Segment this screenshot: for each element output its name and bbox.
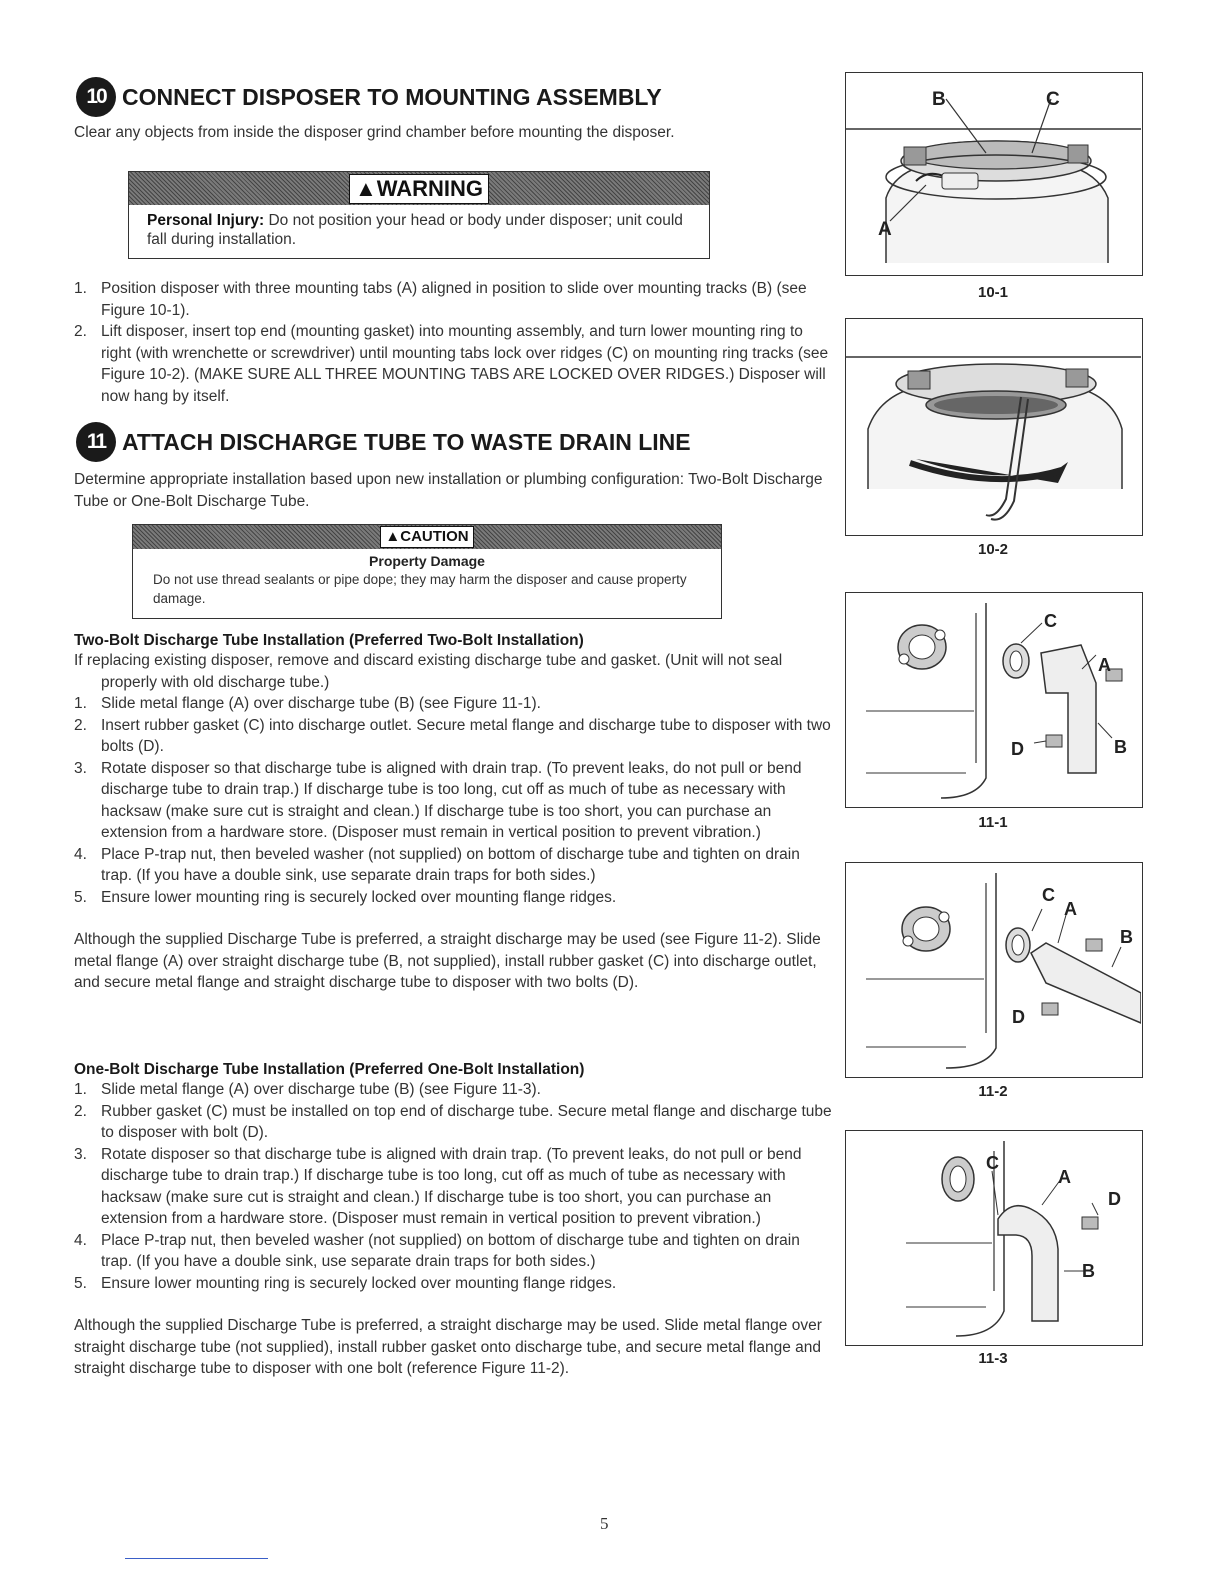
list-item: 2. Insert rubber gasket (C) into discharge outlet. Secure metal flange and discharge tube to disposer with two bolts (D). <box>74 716 831 755</box>
list-item: 1. Position disposer with three mounting tabs (A) aligned in position to slide over mounting tracks (B) (see Figure 10-1). <box>74 280 807 319</box>
list-item: 5. Ensure lower mounting ring is securely locked over mounting flange ridges. <box>74 1274 617 1292</box>
caution-box <box>132 524 722 619</box>
figure-11-1 <box>845 592 1143 808</box>
subsection-intro: If replacing existing disposer, remove and discard existing discharge tube and gasket. (Unit will not seal properly with old discharge tube.) <box>74 652 783 691</box>
warning-box <box>128 171 710 259</box>
list-item: 5. Ensure lower mounting ring is securely locked over mounting flange ridges. <box>74 888 617 906</box>
caution-title: Property Damage <box>369 553 485 569</box>
figure-10-2-illustration <box>846 319 1141 534</box>
figure-label: C <box>1046 89 1060 110</box>
figure-caption: 11-1 <box>978 814 1008 831</box>
figure-label: A <box>1058 1167 1071 1187</box>
list-item: 1. Slide metal flange (A) over discharge tube (B) (see Figure 11-1). <box>74 695 541 712</box>
warning-band <box>129 172 709 205</box>
page-number: 5 <box>600 1514 609 1533</box>
list-item: 1. Slide metal flange (A) over discharge tube (B) (see Figure 11-3). <box>74 1081 541 1098</box>
warning-label <box>349 174 489 204</box>
section-title: CONNECT DISPOSER TO MOUNTING ASSEMBLY <box>122 83 662 110</box>
section-11-header <box>76 422 691 462</box>
footer-rule <box>125 1558 268 1559</box>
caution-band <box>133 525 721 549</box>
step-number-badge: 11 <box>76 422 116 462</box>
figure-caption: 11-2 <box>978 1083 1008 1100</box>
one-bolt-steps <box>74 1079 834 1294</box>
list-item: 3. Rotate disposer so that discharge tube is aligned with drain trap. (To prevent leaks, do not pull or bend discharge tube to drain trap.) If discharge tube is too long, cut off as much of tube as necessary with hacksaw (make sure cut is straight and clean.) If discharge tube is too short, you can purchase an extension from a hardware store. (Disposer must remain in vertical position to prevent vibration.) <box>74 1145 802 1227</box>
caution-text: CAUTION <box>400 528 469 545</box>
figure-11-2-illustration <box>846 863 1141 1076</box>
section-10-steps <box>74 278 834 407</box>
subsection-note: Although the supplied Discharge Tube is preferred, a straight discharge may be used. Slide metal flange over straight discharge tube (not supplied), install rubber gasket onto discharge tube, and secure metal flange and straight discharge tube to disposer with one bolt (reference Figure 11-2). <box>74 1317 822 1377</box>
warning-bold: Personal Injury: <box>147 212 265 229</box>
warning-text: WARNING <box>376 175 484 201</box>
figure-label: C <box>986 1153 999 1173</box>
list-item: 3. Rotate disposer so that discharge tube is aligned with drain trap. (To prevent leaks, do not pull or bend discharge tube to drain trap.) If discharge tube is too long, cut off as much of tube as necessary with hacksaw (make sure cut is straight and clean.) If discharge tube is too short, you can purchase an extension from a hardware store. (Disposer must remain in vertical position to prevent vibration.) <box>74 759 802 841</box>
two-bolt-steps <box>74 693 834 908</box>
step-number-badge: 10 <box>76 77 116 117</box>
one-bolt-section <box>74 1061 834 1380</box>
figure-label: D <box>1012 1007 1025 1027</box>
list-item: 2. Lift disposer, insert top end (mounting gasket) into mounting assembly, and turn lower mounting ring to right (with wrenchette or screwdriver) until mounting tabs lock over ridges (C) on mounting ring tracks (see Figure 10-2). (MAKE SURE ALL THREE MOUNTING TABS ARE LOCKED OVER RIDGES.) Disposer will now hang by itself. <box>74 323 829 405</box>
figure-label: C <box>1044 611 1057 631</box>
caution-label <box>380 526 473 548</box>
figure-label: C <box>1042 885 1055 905</box>
section-intro: Determine appropriate installation based upon new installation or plumbing configuration: Two-Bolt Discharge Tube or One-Bolt Discharge Tube. <box>74 471 823 510</box>
figure-10-1-illustration <box>846 73 1141 274</box>
figure-10-2 <box>845 318 1143 536</box>
warning-triangle-icon: ▲ <box>354 175 377 201</box>
figure-11-2 <box>845 862 1143 1078</box>
figure-label: A <box>1064 899 1077 919</box>
figure-caption: 11-3 <box>978 1350 1008 1367</box>
caution-message: Do not use thread sealants or pipe dope; they may harm the disposer and cause property damage. <box>153 572 687 606</box>
subsection-note: Although the supplied Discharge Tube is preferred, a straight discharge may be used (see Figure 11-2). Slide metal flange (A) over straight discharge tube (B, not supplied), install rubber gasket (C) into discharge outlet, and secure metal flange and straight discharge tube to disposer with two bolts (D). <box>74 931 821 991</box>
figure-label: B <box>1120 927 1133 947</box>
figure-10-1 <box>845 72 1143 276</box>
figure-caption: 10-2 <box>977 541 1009 558</box>
list-item: 4. Place P-trap nut, then beveled washer (not supplied) on bottom of discharge tube and tighten on drain trap. (If you have a double sink, use separate drain traps for both sides.) <box>74 1231 800 1270</box>
section-intro: Clear any objects from inside the disposer grind chamber before mounting the disposer. <box>74 124 675 141</box>
figure-label: D <box>1011 739 1024 759</box>
list-item: 4. Place P-trap nut, then beveled washer (not supplied) on bottom of discharge tube and tighten on drain trap. (If you have a double sink, use separate drain traps for both sides.) <box>74 845 800 884</box>
figure-label: B <box>932 89 946 110</box>
figure-11-1-illustration <box>846 593 1141 806</box>
figure-11-3 <box>845 1130 1143 1346</box>
figure-label: B <box>1114 737 1127 757</box>
figure-label: D <box>1108 1189 1121 1209</box>
section-10-header <box>76 77 662 117</box>
warning-body: Do not position your head or body under disposer; unit could fall during installation. <box>147 212 683 248</box>
subsection-heading: Two-Bolt Discharge Tube Installation (Preferred Two-Bolt Installation) <box>74 632 584 649</box>
list-item: 2. Rubber gasket (C) must be installed on top end of discharge tube. Secure metal flange and discharge tube to disposer with bolt (D). <box>74 1102 832 1141</box>
section-title: ATTACH DISCHARGE TUBE TO WASTE DRAIN LINE <box>122 428 691 455</box>
caution-triangle-icon: ▲ <box>385 528 401 545</box>
figure-label: B <box>1082 1261 1095 1281</box>
subsection-heading: One-Bolt Discharge Tube Installation (Preferred One-Bolt Installation) <box>74 1061 585 1078</box>
figure-caption: 10-1 <box>977 284 1009 301</box>
figure-label: A <box>878 219 892 240</box>
two-bolt-section <box>74 632 834 994</box>
warning-message <box>129 205 707 249</box>
figure-label: A <box>1098 655 1111 675</box>
figure-11-3-illustration <box>846 1131 1141 1344</box>
